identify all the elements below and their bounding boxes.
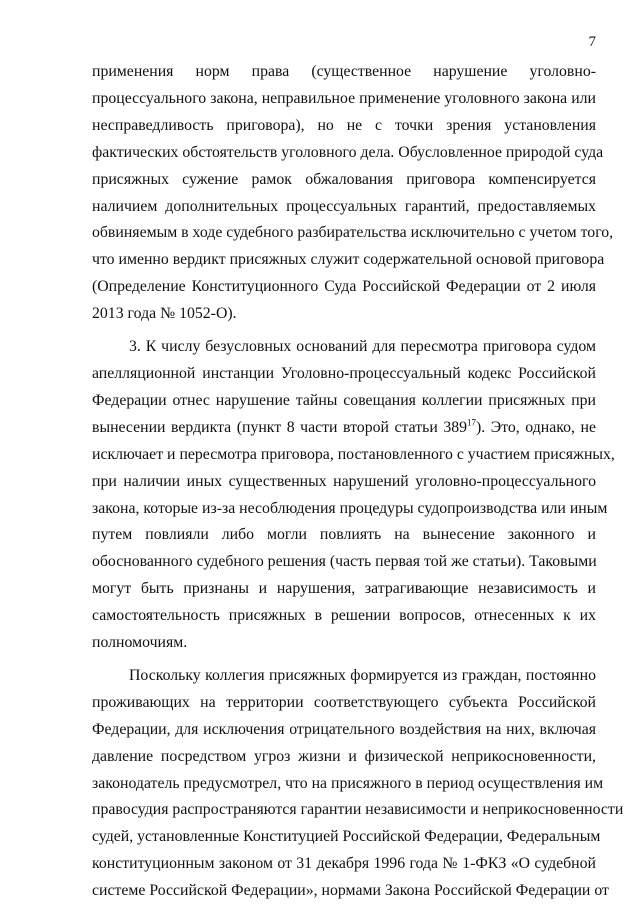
text-line: исключает и пересмотра приговора, постановленного с участием присяжных, [92,445,615,463]
text-line: самостоятельность присяжных в решении вопросов, отнесенных к их [92,607,596,625]
text-line: 3. К числу безусловных оснований для пересмотра приговора судом [129,338,596,356]
paragraph-2 [92,334,615,657]
text-line-with-footnote [92,415,596,442]
text-line: Федерации отнес нарушение тайны совещания коллегии присяжных при [92,391,596,409]
text-line: 2013 года № 1052-О). [92,305,237,323]
paragraph-3 [92,663,624,905]
text-line: полномочиям. [92,634,188,652]
page-number: 7 [588,34,596,50]
text-line: обоснованного судебного решения (часть первая той же статьи). Таковыми [92,553,597,571]
text-line: фактических обстоятельств уголовного дела. Обусловленное природой суда [92,143,604,161]
text-line: правосудия распространяются гарантии независимости и неприкосновенности [92,801,624,819]
text-line: системе Российской Федерации», нормами Закона Российской Федерации от [92,882,609,900]
text-line: Поскольку коллегия присяжных формируется из граждан, постоянно [129,666,596,684]
text-line: законодатель предусмотрел, что на присяжного в период осуществления им [92,774,604,792]
text-line: могут быть признаны и нарушения, затрагивающие независимость и [92,580,596,598]
text-line: закона, которые из-за несоблюдения процедуры судопроизводства или иным [92,499,608,517]
paragraph-1 [92,59,614,328]
text-line: процессуального закона, неправильное применение уголовного закона или [92,89,596,107]
text-line: при наличии иных существенных нарушений уголовно-процессуального [92,472,596,490]
text-line: давление посредством угроз жизни и физической неприкосновенности, [92,747,596,765]
text-line: Федерации, для исключения отрицательного воздействия на них, включая [92,720,596,738]
footnote-mark: 17 [467,417,477,428]
text-line: (Определение Конституционного Суда Российской Федерации от 2 июля [92,278,596,296]
text-line: путем повлияли либо могли повлиять на вынесение законного и [92,526,596,544]
text-line-part: вынесении вердикта (пункт 8 части второй статьи 389 [92,418,468,436]
text-line-part: ). Это, однако, не [476,418,596,436]
document-body [92,59,624,905]
text-line: присяжных сужение рамок обжалования приговора компенсируется [92,170,596,188]
text-line: конституционным законом от 31 декабря 1996 года № 1-ФКЗ «О судебной [92,855,596,873]
text-line: применения норм права (существенное нарушение уголовно- [92,63,596,80]
text-line: апелляционной инстанции Уголовно-процессуальный кодекс Российской [92,364,596,382]
text-line: что именно вердикт присяжных служит содержательной основой приговора [92,251,605,269]
text-line: судей, установленные Конституцией Российской Федерации, Федеральным [92,828,601,846]
text-line: проживающих на территории соответствующего субъекта Российской [92,693,596,711]
text-line: обвиняемым в ходе судебного разбирательства исключительно с учетом того, [92,224,614,242]
text-line: наличием дополнительных процессуальных гарантий, предоставляемых [92,197,596,215]
text-line: несправедливость приговора), но не с точки зрения установления [92,116,596,134]
